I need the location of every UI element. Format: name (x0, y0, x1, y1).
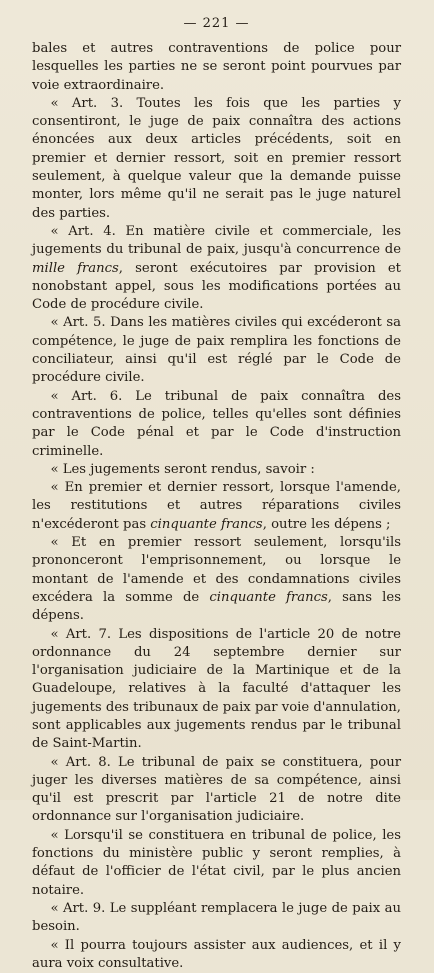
paragraph-continuation: bales et autres contraventions de police pour lesquelles les parties ne se seront point pourvues par voie extraordinaire. (32, 41, 401, 93)
paragraph-article-6: « Art. 6. Le tribunal de paix connaîtra des contraventions de police, telles qu'elles sont définies par le Code pénal et par le Code d'instruction criminelle. (32, 388, 401, 459)
emphasis-amount: cinquante francs (150, 516, 263, 532)
paragraph-first-resort: « Et en premier ressort seulement, lorsqu'ils prononceront l'emprisonnement, ou lorsque le montant de l'amende et des condamnations civiles excédera la somme de cinquante francs, sans les dépens. (32, 535, 401, 624)
paragraph-hearings: « Il pourra toujours assister aux audiences, et il y aura voix consultative. (32, 937, 401, 971)
paragraph-article-9: « Art. 9. Le suppléant remplacera le juge de paix au besoin. (32, 900, 401, 935)
paragraph-judgments: « Les jugements seront rendus, savoir : (50, 461, 315, 477)
paragraph-article-5: « Art. 5. Dans les matières civiles qui excéderont sa compétence, le juge de paix remplira les fonctions de conciliateur, ainsi qu'il est réglé par le Code de procédure civile. (32, 315, 401, 386)
paragraph-article-4: « Art. 4. En matière civile et commerciale, les jugements du tribunal de paix, jusqu'à concurrence de mille francs, seront exécutoires par provision et nonobstant appel, sous les modifications portées au Code de procédure civile. (32, 223, 401, 313)
paragraph-first-last-resort: « En premier et dernier ressort, lorsque l'amende, les restitutions et autres réparations civiles n'excéderont pas cinquante francs, outre les dépens ; (32, 480, 401, 532)
paragraph-article-8: « Art. 8. Le tribunal de paix se constituera, pour juger les diverses matières de sa compétence, ainsi qu'il est prescrit par l'article 21 de notre dite ordonnance sur l'organisation judiciaire. (32, 754, 401, 825)
page-number: — 221 — (183, 16, 250, 31)
emphasis-amount: cinquante francs (209, 589, 328, 605)
paragraph-police-tribunal: « Lorsqu'il se constituera en tribunal de police, les fonctions du ministère public y seront remplies, à défaut de l'officier de l'état civil, par le plus ancien notaire. (32, 827, 401, 898)
emphasis-amount: mille francs (32, 260, 119, 276)
body-text (32, 40, 401, 973)
paragraph-article-3: « Art. 3. Toutes les fois que les parties y consentiront, le juge de paix connaîtra des actions énoncées aux deux articles précédents, soit en premier et dernier ressort, soit en premier ressort seulement, à quelque valeur que la demande puisse monter, lors même qu'il ne serait pas le juge naturel des parties. (32, 95, 401, 221)
paragraph-article-7: « Art. 7. Les dispositions de l'article 20 de notre ordonnance du 24 septembre dernier sur l'organisation judiciaire de la Martinique et de la Guadeloupe, relatives à la faculté d'attaquer les jugements des tribunaux de paix par voie d'annulation, sont applicables aux jugements rendus par le tribunal de Saint-Martin. (32, 626, 401, 752)
